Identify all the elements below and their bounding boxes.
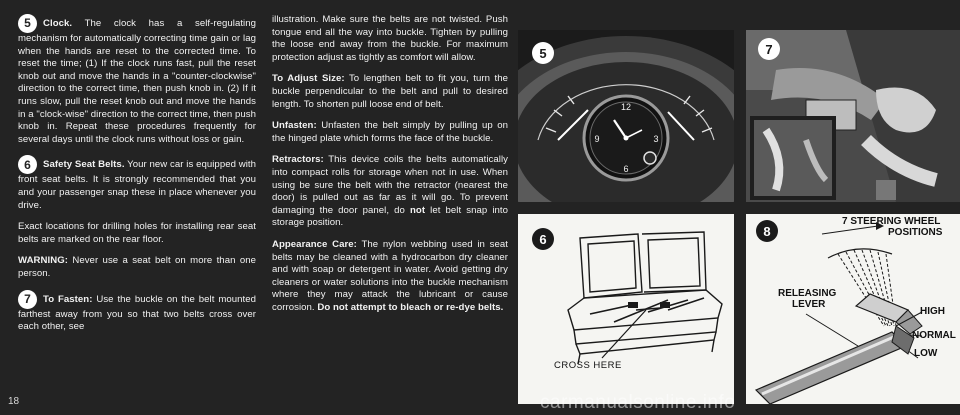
low-position-label: LOW — [914, 348, 938, 359]
high-position-label: HIGH — [920, 306, 945, 317]
clock-body: The clock has a self-regulating mechanism for automatically correcting time gain or lag when the hands are reset to the corrected time. To reset the time; (1) If the clock runs fast, pull the reset knob out and move the hands in a "counter-clockwise" direction to the correct time, then push knob in. (2) If it runs slow, pull the reset knob out and move the hands in a "clock-wise" direction to the correct time, then push knob in. Repeat these procedures frequently for several days until the clock runs without loss or gain. — [18, 18, 256, 145]
fasten-heading: To Fasten: — [43, 293, 93, 305]
safety-number-badge: 6 — [18, 155, 37, 174]
unfasten-heading: Unfasten: — [272, 120, 317, 132]
fasten-number-badge: 7 — [18, 290, 37, 309]
steering-illustration-badge: 8 — [756, 220, 778, 242]
hands-buckle-drawing — [746, 30, 960, 202]
right-column — [272, 14, 508, 323]
fasten-illustration — [746, 30, 960, 202]
clock-illustration-badge: 5 — [532, 42, 554, 64]
adjust-paragraph — [272, 73, 508, 111]
fasten-continued: illustration. Make sure the belts are not twisted. Push tongue end all the way into buckle. Tighten by pulling the loose end away from the buckle. For maximum protection adjust as tightly as comfort will allow. — [272, 14, 508, 63]
clock-illustration — [518, 30, 734, 202]
retractors-body-end: let belt snap into storage position. — [272, 204, 508, 229]
page-number: 18 — [8, 396, 20, 407]
steering-title-line2: POSITIONS — [888, 227, 943, 238]
svg-text:3: 3 — [653, 134, 659, 144]
releasing-lever-line1: RELEASING — [778, 288, 837, 299]
watermark: carmanualsonline.info — [540, 392, 736, 413]
unfasten-paragraph — [272, 120, 508, 145]
safety-body: Your new car is equipped with front seat belts. It is strongly recommended that you and your passenger snap these in place whenever you drive. — [18, 159, 257, 211]
clock-paragraph — [18, 14, 256, 146]
care-warning: Do not attempt to bleach or re-dye belts. — [317, 301, 504, 313]
svg-text:6: 6 — [623, 164, 629, 174]
releasing-lever-line2: LEVER — [792, 299, 826, 310]
cross-here-label: CROSS HERE — [554, 360, 622, 371]
fasten-body: Use the buckle on the belt mounted farthest away from you so that two belts cross over each other, see — [18, 293, 256, 333]
retractors-body: This device coils the belts automatically into compact rolls for storage when not in use. When using be sure the belt with the retractor (nearest the door) is pulled out as far as it will go. To prevent damaging the door panel, do — [272, 154, 509, 216]
clock-heading: Clock. — [43, 18, 73, 30]
adjust-body: To lengthen belt to fit you, turn the buckle perpendicular to the belt and pull to desired length. To shorten pull loose end of belt. — [272, 73, 509, 110]
steering-title-line1: 7 STEERING WHEEL — [842, 216, 941, 227]
fasten-paragraph — [18, 290, 256, 334]
care-heading: Appearance Care: — [272, 238, 357, 250]
normal-position-label: NORMAL — [912, 330, 956, 341]
svg-text:9: 9 — [594, 134, 600, 144]
seat-belt-illustration — [518, 214, 734, 404]
left-column — [18, 14, 256, 343]
warning-heading: WARNING: — [18, 255, 68, 267]
unfasten-body: Unfasten the belt simply by pulling up on the hinged plate which forms the face of the buckle. — [272, 120, 508, 144]
steering-wheel-illustration — [746, 214, 960, 404]
safety-heading: Safety Seat Belts. — [43, 159, 125, 171]
fasten-illustration-badge: 7 — [758, 38, 780, 60]
warning-body: Never use a seat belt on more than one person. — [18, 255, 256, 279]
care-paragraph — [272, 239, 508, 315]
retractors-not-word: not — [410, 204, 426, 216]
safety-paragraph — [18, 155, 256, 212]
svg-text:12: 12 — [620, 102, 632, 112]
exact-locations-paragraph: Exact locations for drilling holes for installing rear seat belts are marked on the rear floor. — [18, 221, 256, 245]
clock-number-badge: 5 — [18, 14, 37, 33]
seat-belt-illustration-badge: 6 — [532, 228, 554, 250]
adjust-heading: To Adjust Size: — [272, 73, 345, 85]
care-body: The nylon webbing used in seat belts may be cleaned with a hydrocarbon dry cleaner and with soap or detergent in water. Avoid getting dry cleaners or water solutions into the buckle mechanism where they may attack the lubricant or cause corrosion. — [272, 238, 509, 313]
retractors-paragraph — [272, 154, 508, 230]
retractors-heading: Retractors: — [272, 154, 324, 166]
warning-paragraph — [18, 255, 256, 280]
